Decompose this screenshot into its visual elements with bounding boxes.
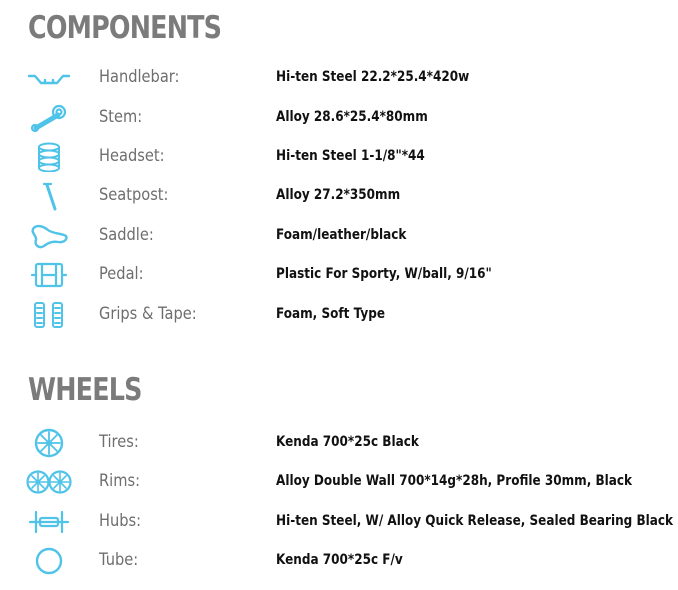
spec-label: Tires: <box>99 432 139 452</box>
spec-label: Pedal: <box>99 264 144 284</box>
spec-value: Hi-ten Steel, W/ Alloy Quick Release, Sealed Bearing Black <box>276 513 674 529</box>
components-heading: COMPONENTS <box>28 10 222 46</box>
spec-label: Rims: <box>99 471 141 491</box>
handlebar-icon <box>26 63 72 93</box>
spec-label: Grips & Tape: <box>99 304 197 324</box>
spec-value: Plastic For Sporty, W/ball, 9/16" <box>276 266 492 282</box>
spec-label: Handlebar: <box>99 67 180 87</box>
spec-value: Alloy 27.2*350mm <box>276 187 401 203</box>
tire-icon <box>26 428 72 458</box>
spec-label: Saddle: <box>99 225 154 245</box>
spec-label: Hubs: <box>99 511 142 531</box>
stem-icon <box>26 103 72 133</box>
spec-row-seatpost <box>0 181 678 211</box>
headset-icon <box>26 142 72 172</box>
spec-row-handlebar <box>0 63 678 93</box>
spec-row-hubs <box>0 507 678 537</box>
spec-value: Alloy 28.6*25.4*80mm <box>276 109 428 125</box>
spec-row-tires <box>0 428 678 458</box>
spec-row-rims <box>0 467 678 497</box>
spec-value: Foam/leather/black <box>276 227 407 243</box>
spec-value: Foam, Soft Type <box>276 306 385 322</box>
spec-row-headset <box>0 142 678 172</box>
spec-row-tube <box>0 546 678 576</box>
spec-label: Seatpost: <box>99 185 169 205</box>
seatpost-icon <box>26 181 72 211</box>
spec-label: Stem: <box>99 107 143 127</box>
spec-value: Hi-ten Steel 1-1/8"*44 <box>276 148 425 164</box>
tube-icon <box>26 546 72 576</box>
saddle-icon <box>26 221 72 251</box>
spec-value: Kenda 700*25c Black <box>276 434 419 450</box>
rims-icon <box>26 467 72 497</box>
spec-value: Alloy Double Wall 700*14g*28h, Profile 30mm, Black <box>276 473 633 489</box>
pedal-icon <box>26 260 72 290</box>
wheels-heading: WHEELS <box>28 372 142 408</box>
spec-row-stem <box>0 103 678 133</box>
spec-row-pedal <box>0 260 678 290</box>
spec-row-saddle <box>0 221 678 251</box>
hub-icon <box>26 507 72 537</box>
spec-value: Kenda 700*25c F/v <box>276 552 403 568</box>
spec-row-grips <box>0 300 678 330</box>
grips-icon <box>26 300 72 330</box>
spec-value: Hi-ten Steel 22.2*25.4*420w <box>276 69 470 85</box>
spec-label: Headset: <box>99 146 165 166</box>
spec-label: Tube: <box>99 550 139 570</box>
